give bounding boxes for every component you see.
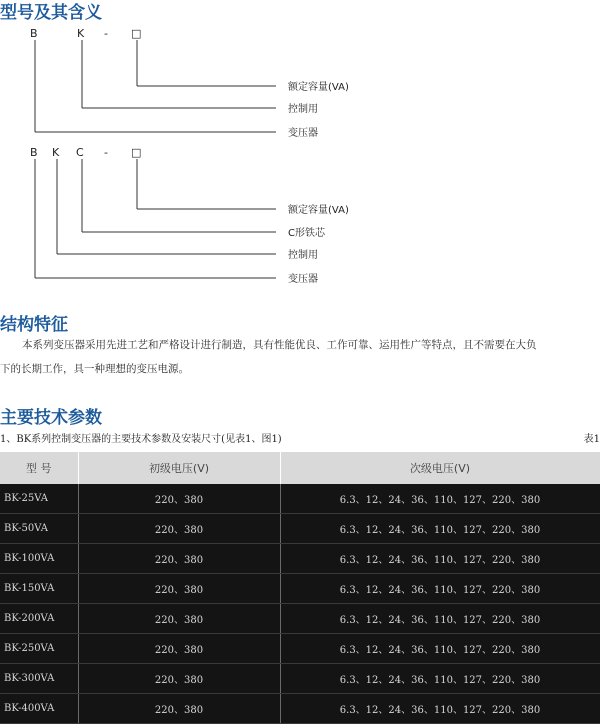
label-rated-capacity: 额定容量(VA) <box>288 82 349 93</box>
cell-secondary-voltage: 6.3、12、24、36、110、127、220、380 <box>280 484 600 514</box>
cell-model: BK-25VA <box>0 484 78 514</box>
label-transformer: 变压器 <box>288 128 318 139</box>
cell-primary-voltage: 220、380 <box>78 634 280 664</box>
code-letter-c: C <box>76 146 84 159</box>
cell-model: BK-150VA <box>0 574 78 604</box>
cell-primary-voltage: 220、380 <box>78 574 280 604</box>
model-code-diagrams <box>0 0 600 300</box>
table-row <box>0 544 600 574</box>
label-transformer: 变压器 <box>288 274 318 285</box>
cell-model: BK-300VA <box>0 664 78 694</box>
cell-secondary-voltage: 6.3、12、24、36、110、127、220、380 <box>280 634 600 664</box>
cell-secondary-voltage: 6.3、12、24、36、110、127、220、380 <box>280 694 600 724</box>
label-rated-capacity: 额定容量(VA) <box>288 205 349 216</box>
cell-secondary-voltage: 6.3、12、24、36、110、127、220、380 <box>280 514 600 544</box>
table-row <box>0 484 600 514</box>
cell-primary-voltage: 220、380 <box>78 484 280 514</box>
parameters-note: 1、BK系列控制变压器的主要技术参数及安装尺寸(见表1、图1) <box>0 434 282 445</box>
column-header-model: 型 号 <box>0 452 78 484</box>
table-tag: 表1 <box>583 434 600 445</box>
table-row <box>0 514 600 544</box>
cell-model: BK-50VA <box>0 514 78 544</box>
cell-primary-voltage: 220、380 <box>78 604 280 634</box>
table-row <box>0 694 600 724</box>
cell-primary-voltage: 220、380 <box>78 664 280 694</box>
code-letter-b: B <box>30 27 38 40</box>
table-row <box>0 574 600 604</box>
table-row <box>0 604 600 634</box>
cell-secondary-voltage: 6.3、12、24、36、110、127、220、380 <box>280 544 600 574</box>
table-header-row <box>0 452 600 484</box>
cell-secondary-voltage: 6.3、12、24、36、110、127、220、380 <box>280 664 600 694</box>
label-control: 控制用 <box>288 250 318 261</box>
cell-primary-voltage: 220、380 <box>78 544 280 574</box>
table-row <box>0 664 600 694</box>
code-box: □ <box>131 27 142 40</box>
section-title-parameters: 主要技术参数 <box>0 408 102 428</box>
cell-model: BK-200VA <box>0 604 78 634</box>
structure-paragraph-line-1: 本系列变压器采用先进工艺和严格设计进行制造，具有性能优良、工作可靠、运用性广等特点，且不需要在大负 <box>22 339 537 351</box>
column-header-secondary-voltage: 次级电压(V) <box>280 452 600 484</box>
label-c-core: C形铁芯 <box>288 228 325 239</box>
cell-primary-voltage: 220、380 <box>78 694 280 724</box>
cell-secondary-voltage: 6.3、12、24、36、110、127、220、380 <box>280 574 600 604</box>
code-box: □ <box>131 146 142 159</box>
cell-model: BK-400VA <box>0 694 78 724</box>
code-dash: - <box>104 27 108 40</box>
code-letter-b: B <box>30 146 38 159</box>
structure-paragraph-line-2: 下的长期工作，具一种理想的变压电源。 <box>0 363 189 375</box>
column-header-primary-voltage: 初级电压(V) <box>78 452 280 484</box>
code-dash: - <box>104 146 108 159</box>
section-title-structure: 结构特征 <box>0 315 68 335</box>
cell-primary-voltage: 220、380 <box>78 514 280 544</box>
code-letter-k: K <box>52 146 60 159</box>
cell-model: BK-100VA <box>0 544 78 574</box>
section-title-model-meaning: 型号及其含义 <box>0 3 102 23</box>
code-letter-k: K <box>77 27 85 40</box>
cell-model: BK-250VA <box>0 634 78 664</box>
table-row <box>0 634 600 664</box>
parameters-table <box>0 452 600 724</box>
label-control: 控制用 <box>288 104 318 115</box>
cell-secondary-voltage: 6.3、12、24、36、110、127、220、380 <box>280 604 600 634</box>
